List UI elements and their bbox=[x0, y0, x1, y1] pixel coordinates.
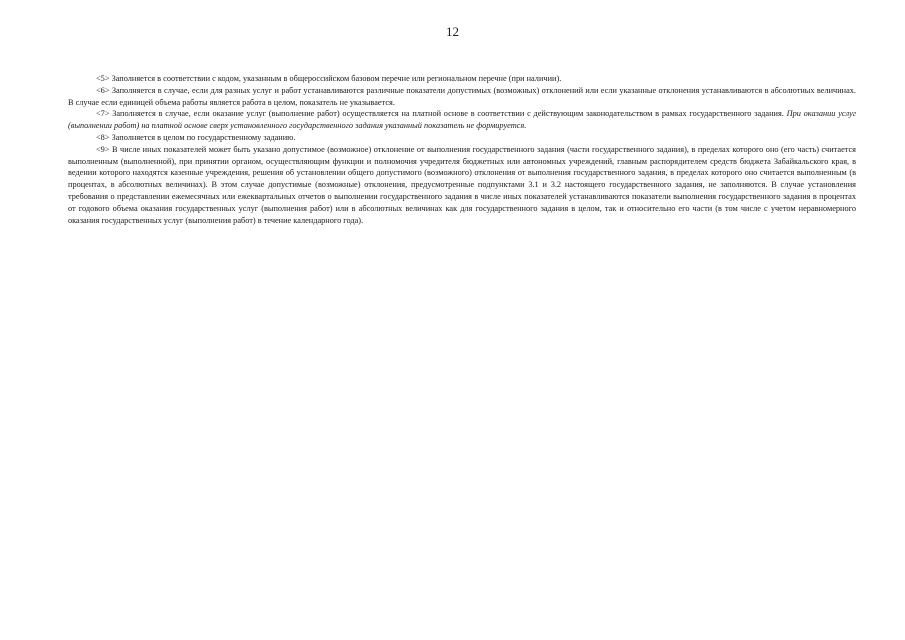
footnotes-section bbox=[68, 73, 856, 226]
footnote-7 bbox=[68, 108, 856, 132]
footnote-7-italic-text: При оказании услуг (выполнении работ) на платной основе сверх установленного государственного задания указанный показатель не формируется. bbox=[68, 109, 856, 131]
footnote-5 bbox=[68, 73, 856, 85]
footnote-8 bbox=[68, 132, 856, 144]
footnote-5-text: <5> Заполняется в соответствии с кодом, указанным в общероссийском базовом перечне или региональном перечне (при наличии). bbox=[96, 74, 562, 83]
footnote-8-text: <8> Заполняется в целом по государственному заданию. bbox=[96, 132, 296, 142]
footnote-9 bbox=[68, 144, 856, 227]
footnote-7-text: <7> Заполняется в случае, если оказание услуг (выполнение работ) осуществляется на платной основе в соответствии с действующим законодательством в рамках государственного задания. bbox=[96, 109, 784, 119]
footnote-6-text: <6> Заполняется в случае, если для разных услуг и работ устанавливаются различные показатели допустимых (возможных) отклонений или если указанные отклонения устанавливаются в абсолютных величинах. В случае если единицей объема работы является работа в целом, показатель не указывается. bbox=[68, 85, 856, 107]
footnote-9-text: <9> В числе иных показателей может быть указано допустимое (возможное) отклонение от выполнения государственного задания (части государственного задания), в пределах которого оно (его часть) считается выполненным (выполненной), при принятии органом, осуществляющим функции и полномочия учредителя бюджетных или автономных учреждений, главным распорядителем средств бюджета Забайкальского края, в ведении которого находятся казенные учреждения, решения об установлении общего допустимого (возможного) отклонения от выполнения государственного задания, в пределах которого оно считается выполненным (в процентах, в абсолютных величинах). В этом случае допустимые (возможные) отклонения, предусмотренные подпунктами 3.1 и 3.2 настоящего государственного задания, не заполняются. В случае установления требования о представлении ежемесячных или ежеквартальных отчетов о выполнении государственного задания в числе иных показателей устанавливаются показатели выполнения государственного задания в процентах от годового объема оказания государственных услуг (выполнения работ) или в абсолютных величинах как для государственного задания в целом, так и относительно его части (в том числе с учетом неравномерного оказания государственных услуг (выполнения работ) в течение календарного года). bbox=[68, 144, 856, 225]
footnote-6 bbox=[68, 85, 856, 109]
page-number: 12 bbox=[446, 24, 459, 39]
